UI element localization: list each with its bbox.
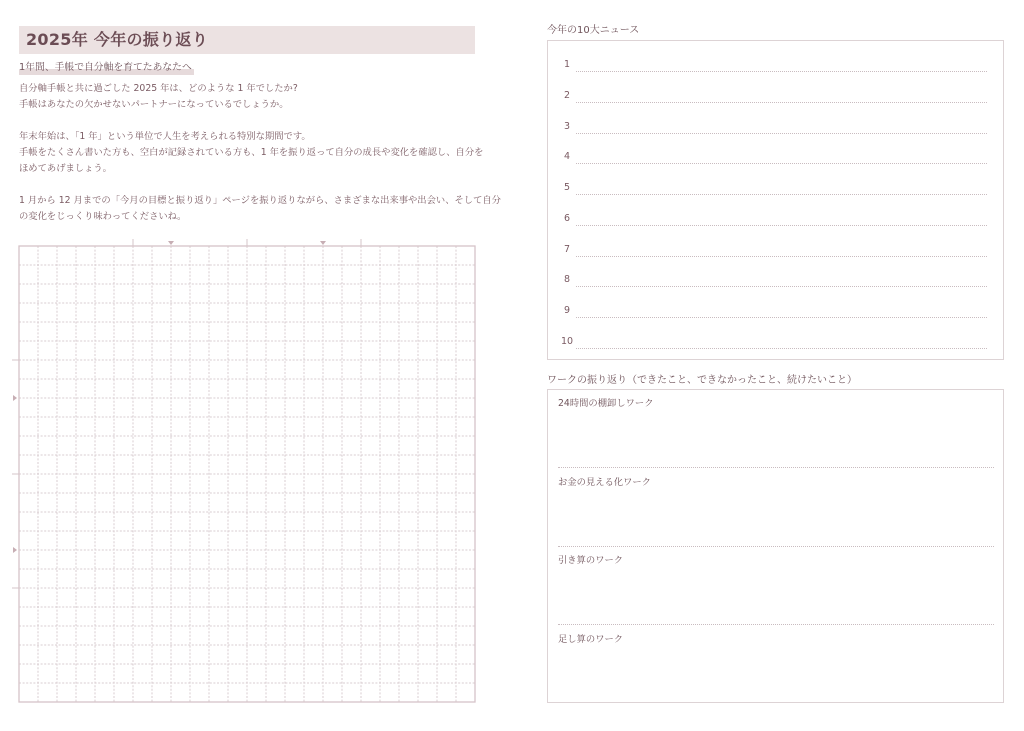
news-item-input[interactable]	[576, 273, 987, 287]
intro-line: 手帳をたくさん書いた方も、空白が記録されている方も、1 年を振り返って自分の成長や変化を確認し、自分を	[19, 147, 484, 158]
news-item	[548, 334, 1003, 350]
news-item-number: 3	[563, 120, 571, 132]
news-box	[547, 40, 1004, 360]
news-item-input[interactable]	[576, 181, 987, 195]
work-section-addition	[558, 626, 994, 704]
news-item	[548, 119, 1003, 135]
news-item-input[interactable]	[576, 120, 987, 134]
work-section-label: 引き算のワーク	[558, 555, 624, 566]
work-review-box	[547, 389, 1004, 703]
work-section-label: 24時間の棚卸しワーク	[558, 398, 654, 409]
intro-line: 1 月から 12 月までの「今月の目標と振り返り」ページを振り返りながら、さまざまな出来事や出会い、そして自分	[19, 195, 501, 206]
news-item-number: 7	[563, 243, 571, 255]
news-item-input[interactable]	[576, 243, 987, 257]
news-item-input[interactable]	[576, 89, 987, 103]
title-banner	[19, 26, 475, 54]
news-item	[548, 180, 1003, 196]
work-section-time-inventory	[558, 390, 994, 468]
intro-line: 手帳はあなたの欠かせないパートナーになっているでしょうか。	[19, 99, 289, 110]
news-item-number: 4	[563, 151, 571, 163]
news-item-number: 10	[560, 335, 574, 347]
news-item-number: 2	[563, 89, 571, 101]
news-item-number: 5	[563, 182, 571, 193]
intro-line: 年末年始は、「1 年」という単位で人生を考えられる特別な期間です。	[19, 131, 311, 142]
news-item-number: 6	[563, 212, 571, 224]
work-section-input[interactable]	[558, 412, 994, 464]
work-section-input[interactable]	[558, 569, 994, 621]
news-item-input[interactable]	[576, 335, 987, 349]
work-section-label: お金の見える化ワーク	[558, 476, 651, 488]
page-title: 2025年 今年の振り返り	[26, 30, 209, 49]
news-item	[548, 57, 1003, 73]
news-item	[548, 149, 1003, 165]
work-section-money-visualization	[558, 469, 994, 547]
grid-marker-top-icon	[168, 241, 174, 245]
intro-line: の変化をじっくり味わってくださいね。	[19, 211, 187, 222]
intro-line: 自分軸手帳と共に過ごした 2025 年は、どのような 1 年でしたか?	[19, 83, 298, 94]
news-section-title: 今年の10大ニュース	[547, 25, 640, 36]
grid-marker-left-icon	[13, 395, 17, 401]
news-item-input[interactable]	[576, 212, 987, 226]
news-item-number: 9	[563, 305, 571, 316]
work-section-label: 足し算のワーク	[558, 633, 624, 645]
news-item-number: 1	[563, 59, 571, 70]
news-item	[548, 88, 1003, 104]
news-item	[548, 242, 1003, 258]
news-item	[548, 211, 1003, 227]
news-item	[548, 303, 1003, 319]
work-section-input[interactable]	[558, 648, 994, 700]
news-item-input[interactable]	[576, 58, 987, 72]
news-item-number: 8	[563, 274, 571, 286]
work-section-subtraction	[558, 547, 994, 625]
page-subtitle: 1年間、手帳で自分軸を育てたあなたへ	[19, 62, 192, 73]
news-item-input[interactable]	[576, 150, 987, 164]
work-section-title: ワークの振り返り（できたこと、できなかったこと、続けたいこと）	[547, 375, 857, 386]
grid-marker-left-icon	[13, 547, 17, 553]
work-section-input[interactable]	[558, 491, 994, 543]
news-item	[548, 272, 1003, 288]
intro-line: ほめてあげましょう。	[19, 163, 112, 174]
news-item-input[interactable]	[576, 304, 987, 318]
grid-writing-area[interactable]	[10, 236, 480, 708]
grid-marker-top-icon	[320, 241, 326, 245]
